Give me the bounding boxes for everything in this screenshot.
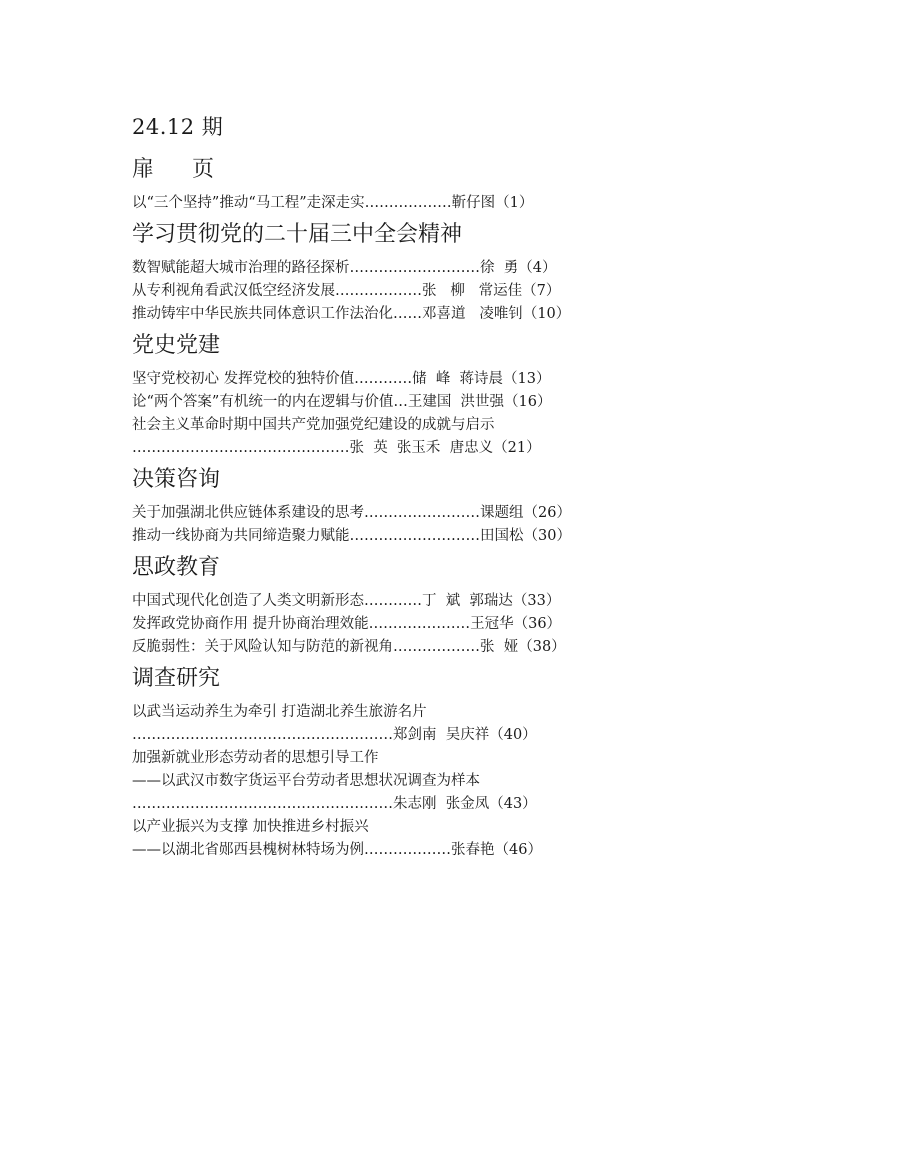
toc-entry[interactable]: 从专利视角看武汉低空经济发展………………张 柳 常运佳（7） [132, 283, 561, 299]
toc-entry[interactable]: ………………………………………张 英 张玉禾 唐忠义（21） [132, 440, 541, 456]
section-title: 调查研究 [132, 666, 221, 691]
table-of-contents [132, 112, 772, 866]
toc-entry[interactable]: 推动铸牢中华民族共同体意识工作法治化……邓喜道 凌唯钊（10） [132, 306, 571, 322]
section-entries [132, 192, 772, 215]
toc-entry[interactable]: 以武当运动养生为牵引 打造湖北养生旅游名片 [132, 704, 427, 720]
section-entries [132, 590, 772, 659]
section-title: 扉页 [132, 157, 253, 182]
toc-entry[interactable]: 中国式现代化创造了人类文明新形态…………丁 斌 郭瑞达（33） [132, 593, 561, 609]
toc-entry[interactable]: ………………………………………………郑剑南 吴庆祥（40） [132, 727, 537, 743]
toc-entry[interactable]: 坚守党校初心 发挥党校的独特价值…………储 峰 蒋诗晨（13） [132, 371, 551, 387]
toc-entry[interactable]: ——以湖北省郧西县槐树林特场为例………………张春艳（46） [132, 842, 542, 858]
toc-entry[interactable]: 以“三个坚持”推动“马工程”走深走实………………靳仔图（1） [132, 195, 534, 211]
section-title: 党史党建 [132, 333, 221, 358]
section-title: 决策咨询 [132, 467, 221, 492]
toc-entry[interactable]: 论“两个答案”有机统一的内在逻辑与价值…王建国 洪世强（16） [132, 394, 552, 410]
section-title: 思政教育 [132, 555, 221, 580]
toc-entry[interactable]: ………………………………………………朱志刚 张金凤（43） [132, 796, 537, 812]
section-entries [132, 502, 772, 548]
toc-entry[interactable]: 以产业振兴为支撑 加快推进乡村振兴 [132, 819, 369, 835]
toc-entry[interactable]: 加强新就业形态劳动者的思想引导工作 [132, 750, 379, 766]
section-entries [132, 257, 772, 326]
toc-entry[interactable]: 数智赋能超大城市治理的路径探析………………………徐 勇（4） [132, 260, 557, 276]
section-entries [132, 701, 772, 862]
toc-entry[interactable]: ——以武汉市数字货运平台劳动者思想状况调查为样本 [132, 773, 480, 789]
issue-number: 24.12 期 [132, 115, 224, 139]
section-title: 学习贯彻党的二十届三中全会精神 [132, 222, 463, 247]
toc-entry[interactable]: 社会主义革命时期中国共产党加强党纪建设的成就与启示 [132, 417, 495, 433]
toc-entry[interactable]: 反脆弱性：关于风险认知与防范的新视角………………张 娅（38） [132, 639, 566, 655]
section-entries [132, 368, 772, 460]
toc-entry[interactable]: 推动一线协商为共同缔造聚力赋能………………………田国松（30） [132, 528, 571, 544]
toc-entry[interactable]: 关于加强湖北供应链体系建设的思考……………………课题组（26） [132, 505, 571, 521]
toc-entry[interactable]: 发挥政党协商作用 提升协商治理效能…………………王冠华（36） [132, 616, 562, 632]
